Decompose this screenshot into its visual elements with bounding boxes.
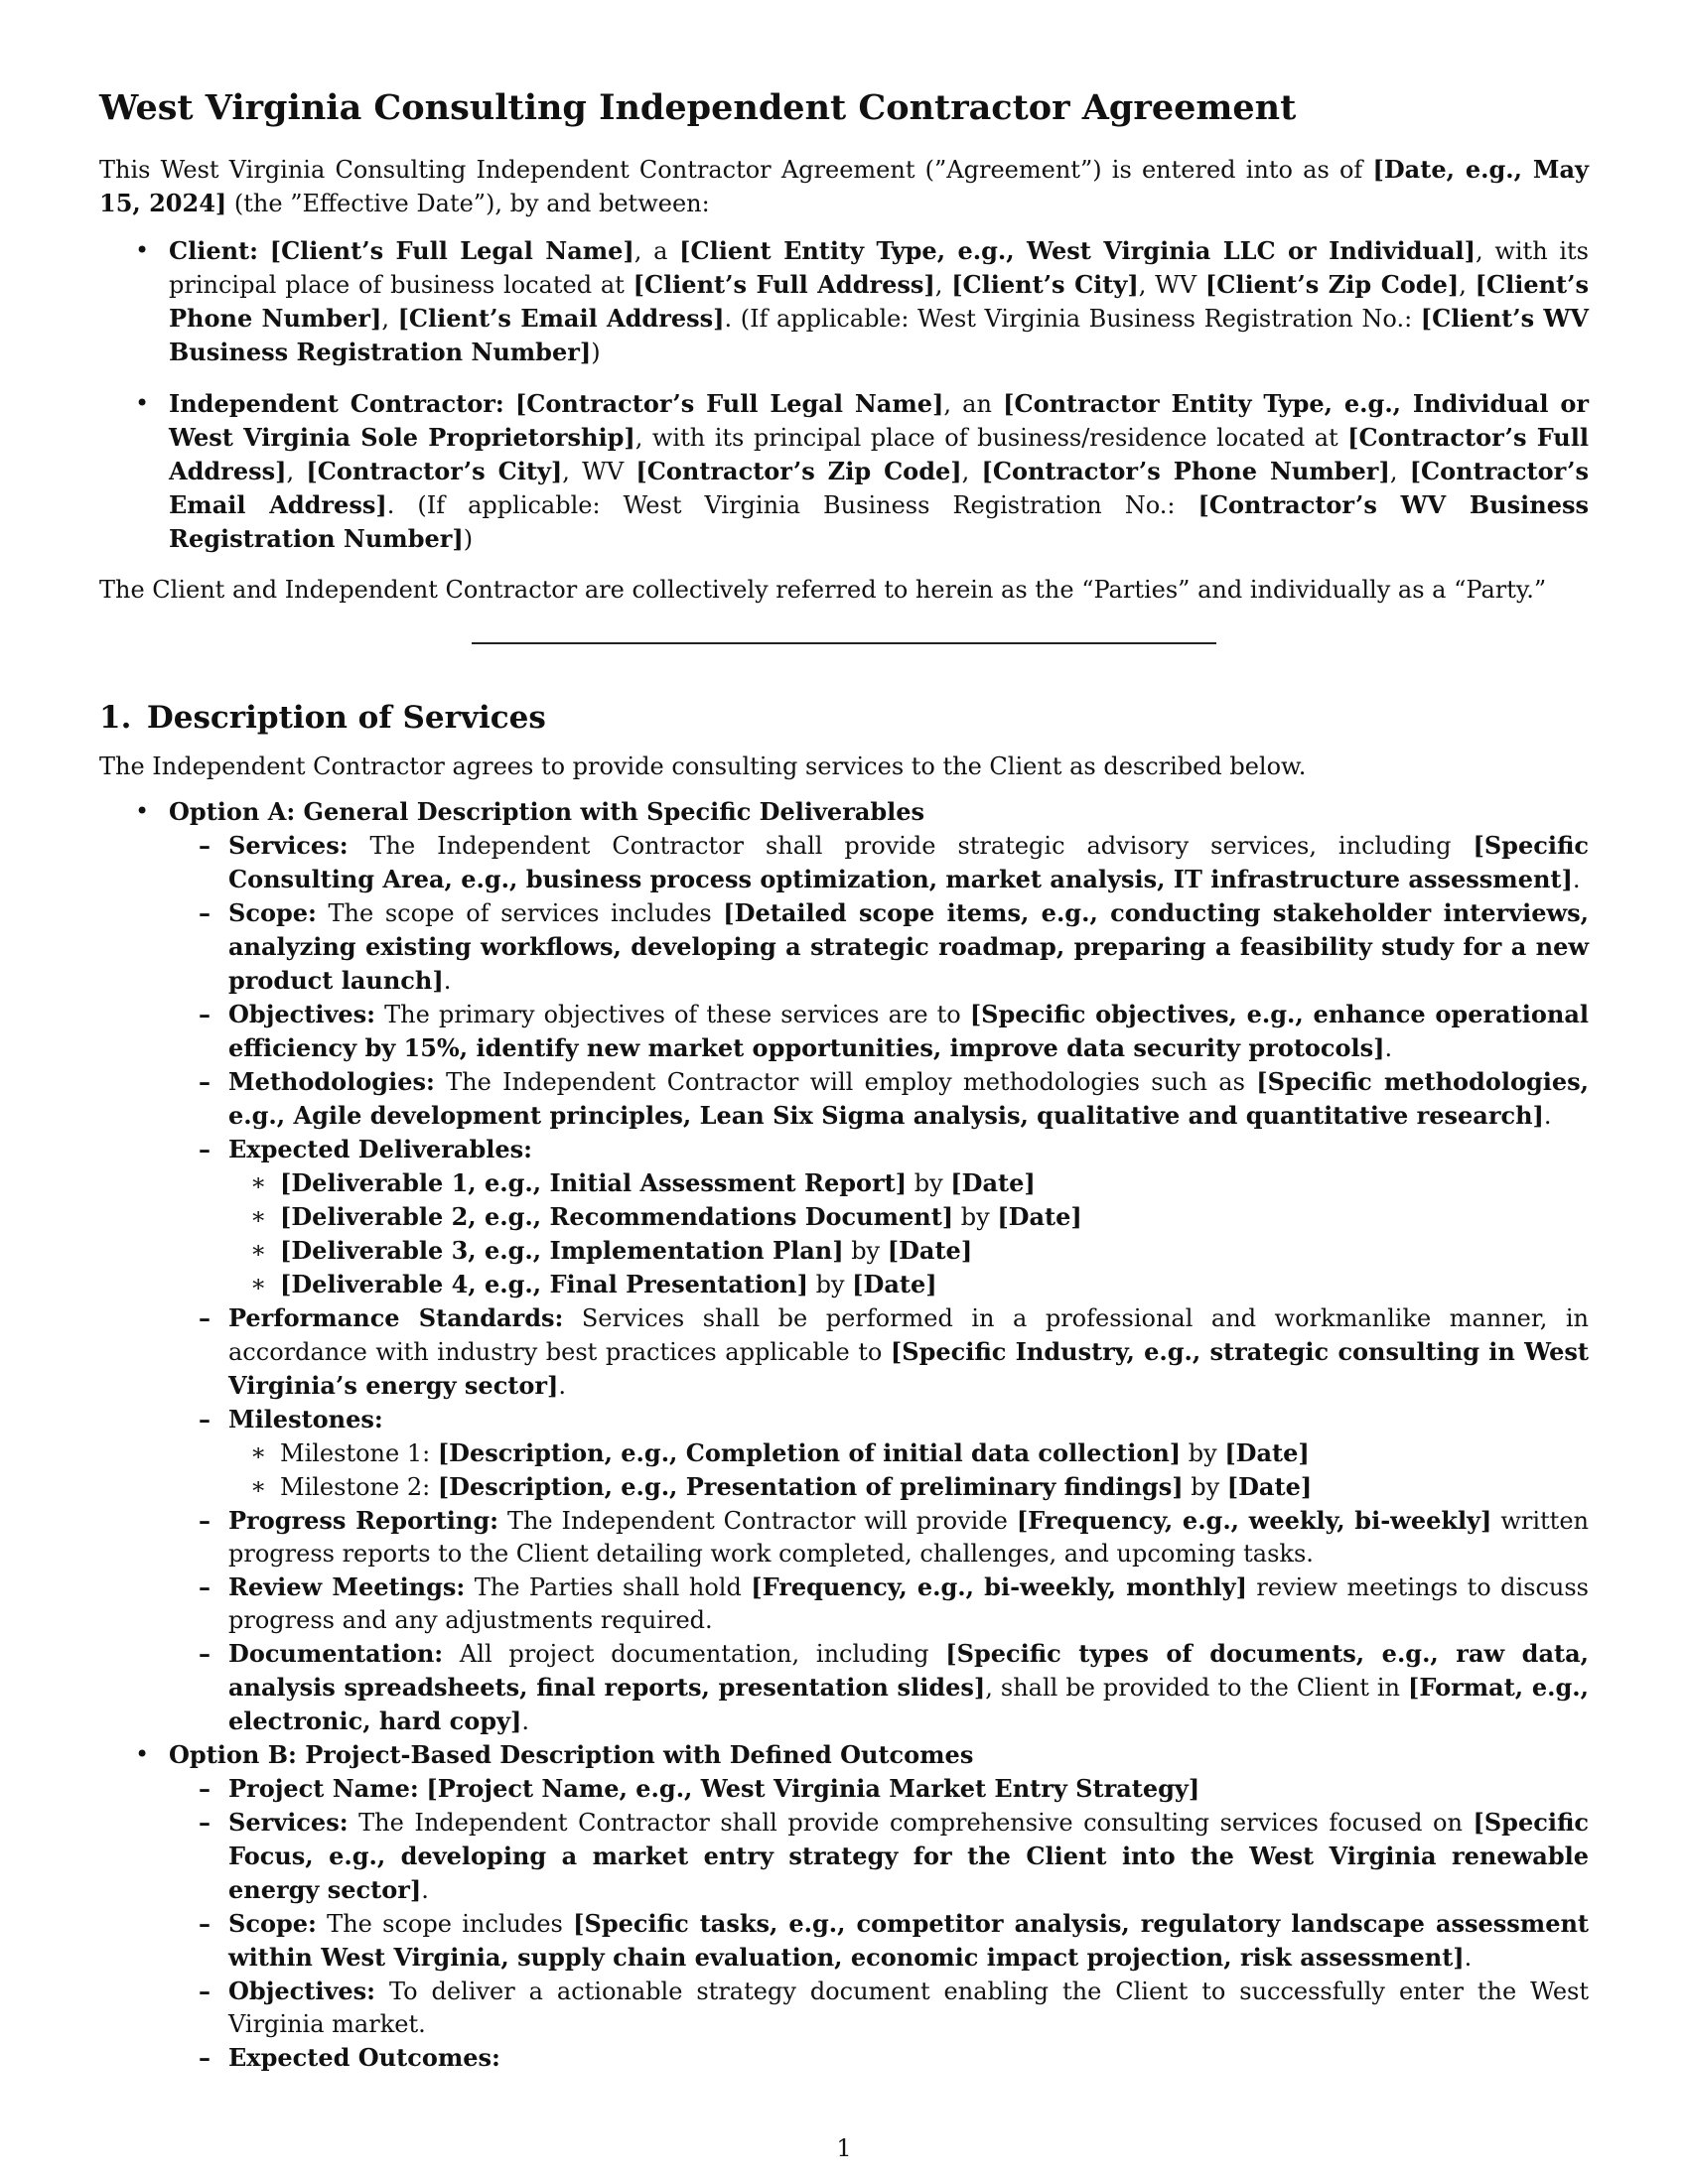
section-1-intro: The Independent Contractor agrees to provide consulting services to the Client as described below. <box>99 752 1307 781</box>
milestone: [Description, e.g., Completion of initial data collection] <box>437 1438 1182 1468</box>
item-label: Methodologies: <box>228 1067 435 1097</box>
option-b-project <box>169 1772 1589 1806</box>
text: . <box>1572 866 1581 894</box>
deliverables-list <box>228 1166 1589 1301</box>
text: , a <box>633 237 680 265</box>
text: . <box>521 1707 530 1736</box>
text: , an <box>943 390 1004 418</box>
text: , <box>381 305 398 333</box>
option-a-progress <box>169 1504 1589 1570</box>
date-placeholder: [Date] <box>1226 1472 1313 1502</box>
placeholder: [Specific tasks, e.g., competitor analysis, regulatory landscape assessment within West Virginia, supply chain evaluation, economic impact projection, risk assessment] <box>228 1909 1590 1973</box>
contractor-phone: [Contractor’s Phone Number] <box>981 457 1390 485</box>
text: Milestone 2: <box>280 1473 438 1502</box>
document-title: West Virginia Consulting Independent Contractor Agreement <box>99 87 1297 128</box>
client-email: [Client’s Email Address] <box>397 304 725 333</box>
item-label: Performance Standards: <box>228 1303 564 1333</box>
contractor-label: Independent Contractor: <box>169 389 504 418</box>
placeholder: [Specific Industry, e.g., strategic consulting in West Virginia’s energy sector] <box>228 1337 1590 1401</box>
text: by <box>953 1203 998 1232</box>
parties-definition: The Client and Independent Contractor are collectively referred to herein as the “Parties” and individually as a “Party.” <box>99 576 1547 604</box>
item-label: Expected Outcomes: <box>228 2043 500 2073</box>
item-label: Milestones: <box>228 1405 383 1434</box>
item-label: Project Name: <box>228 1774 419 1804</box>
intro-text-end: (the ”Effective Date”), by and between: <box>226 190 710 217</box>
client-party <box>99 234 1589 369</box>
placeholder: [Detailed scope items, e.g., conducting stakeholder interviews, analyzing existing workflows, developing a strategic roadmap, preparing a feasibility study for a new product launch] <box>228 898 1590 996</box>
option-b-items <box>169 1772 1589 2075</box>
list-item <box>228 1470 1589 1504</box>
client-label: Client: <box>169 236 258 265</box>
text: , shall be provided to the Client in <box>985 1674 1409 1703</box>
placeholder: [Frequency, e.g., weekly, bi-weekly] <box>1016 1506 1492 1536</box>
item-label: Objectives: <box>228 1000 376 1029</box>
intro-text: This West Virginia Consulting Independent Contractor Agreement (”Agreement”) is entered into as of <box>99 156 1373 184</box>
placeholder: [Specific Focus, e.g., developing a market entry strategy for the Client into the West Virginia renewable energy sector] <box>228 1808 1589 1905</box>
text: . <box>443 967 452 996</box>
text: by <box>807 1271 853 1299</box>
placeholder: [Frequency, e.g., bi-weekly, monthly] <box>751 1572 1247 1602</box>
text: All project documentation, including <box>443 1640 946 1669</box>
text: To deliver a actionable strategy document enabling the Client to successfully enter the West Virginia market. <box>228 1978 1589 2039</box>
option-a-methodologies <box>169 1065 1589 1133</box>
list-item <box>228 1166 1589 1200</box>
milestones-list <box>228 1436 1589 1504</box>
text: ) <box>463 525 474 553</box>
list-item <box>228 1200 1589 1234</box>
client-city: [Client’s City] <box>951 270 1139 299</box>
option-a-deliverables <box>169 1133 1589 1301</box>
option-b-objectives <box>169 1975 1589 2041</box>
text: The scope of services includes <box>316 899 724 928</box>
client-zip: [Client’s Zip Code] <box>1204 270 1460 299</box>
placeholder: [Project Name, e.g., West Virginia Market Entry Strategy] <box>426 1774 1200 1804</box>
contractor-address: [Contractor’s Full Address] <box>169 423 1589 485</box>
text: , <box>961 458 982 485</box>
option-a-review <box>169 1570 1589 1637</box>
text: , <box>1389 458 1410 485</box>
option-a-milestones <box>169 1403 1589 1504</box>
section-divider <box>472 642 1216 644</box>
deliverable: [Deliverable 1, e.g., Initial Assessment Report] <box>280 1168 908 1198</box>
milestone: [Description, e.g., Presentation of preliminary findings] <box>437 1472 1184 1502</box>
contractor-registration: [Contractor’s WV Business Registration Number] <box>169 490 1590 553</box>
option-a-objectives <box>169 998 1589 1065</box>
text: by <box>1183 1473 1227 1502</box>
text: . <box>558 1372 567 1401</box>
placeholder: [Format, e.g., electronic, hard copy] <box>228 1673 1589 1736</box>
item-label: Review Meetings: <box>228 1572 466 1602</box>
item-label: Expected Deliverables: <box>228 1135 533 1164</box>
option-a-label: Option A: General Description with Specific Deliverables <box>169 797 925 827</box>
date-placeholder: [Date] <box>997 1202 1082 1232</box>
option-a <box>99 795 1589 1738</box>
text: Milestone 1: <box>280 1439 438 1468</box>
option-b-outcomes <box>169 2041 1589 2075</box>
option-b <box>99 1738 1589 2075</box>
text: , <box>934 271 952 299</box>
text: . <box>1384 1034 1393 1063</box>
effective-date-placeholder: [Date, e.g., May 15, 2024] <box>99 155 1589 217</box>
text: by <box>907 1169 951 1198</box>
contractor-entity: [Contractor Entity Type, e.g., Individual or West Virginia Sole Proprietorship] <box>169 389 1590 452</box>
text: by <box>1181 1439 1225 1468</box>
contractor-party <box>99 387 1589 556</box>
deliverable: [Deliverable 2, e.g., Recommendations Document] <box>280 1202 954 1232</box>
text: . <box>421 1876 429 1905</box>
client-entity: [Client Entity Type, e.g., West Virginia LLC or Individual] <box>679 236 1476 265</box>
item-label: Services: <box>228 831 349 861</box>
text: . <box>1543 1102 1552 1131</box>
option-b-services <box>169 1806 1589 1907</box>
contractor-city: [Contractor’s City] <box>306 457 563 485</box>
item-label: Objectives: <box>228 1977 376 2006</box>
list-item <box>228 1436 1589 1470</box>
placeholder: [Specific methodologies, e.g., Agile development principles, Lean Six Sigma analysis, qualitative and quantitative research] <box>228 1067 1590 1131</box>
text: review meetings to discuss progress and any adjustments required. <box>228 1573 1590 1635</box>
date-placeholder: [Date] <box>1224 1438 1310 1468</box>
client-phone: [Client’s Phone Number] <box>169 270 1590 333</box>
placeholder: [Specific types of documents, e.g., raw data, analysis spreadsheets, final reports, presentation slides] <box>228 1639 1589 1703</box>
text: . (If applicable: West Virginia Business Registration No.: <box>386 491 1198 519</box>
option-b-scope <box>169 1907 1589 1975</box>
options-list <box>99 795 1589 2075</box>
text: , WV <box>562 458 636 485</box>
intro-paragraph <box>99 153 1589 220</box>
text: The Independent Contractor shall provide comprehensive consulting services focused on <box>348 1809 1474 1838</box>
text: by <box>843 1237 888 1266</box>
option-a-performance <box>169 1301 1589 1403</box>
contractor-zip: [Contractor’s Zip Code] <box>635 457 962 485</box>
option-a-documentation <box>169 1637 1589 1738</box>
date-placeholder: [Date] <box>852 1270 937 1299</box>
placeholder: [Specific Consulting Area, e.g., business process optimization, market analysis, IT infrastructure assessment] <box>228 831 1589 894</box>
list-item <box>228 1234 1589 1268</box>
option-b-label: Option B: Project-Based Description with Defined Outcomes <box>169 1740 974 1770</box>
client-name: [Client’s Full Legal Name] <box>269 236 634 265</box>
page-number: 1 <box>836 2134 852 2162</box>
deliverable: [Deliverable 4, e.g., Final Presentation] <box>280 1270 808 1299</box>
text: The scope includes <box>316 1910 574 1939</box>
text: The Independent Contractor shall provide strategic advisory services, including <box>348 832 1474 861</box>
date-placeholder: [Date] <box>887 1236 973 1266</box>
text: The Independent Contractor will employ methodologies such as <box>434 1068 1257 1097</box>
text: The Parties shall hold <box>465 1573 752 1602</box>
text: , with its principal place of business/residence located at <box>634 424 1348 452</box>
text: written progress reports to the Client detailing work completed, challenges, and upcoming tasks. <box>228 1507 1589 1569</box>
text: ) <box>591 339 601 366</box>
text: , with its principal place of business located at <box>169 237 1589 299</box>
text: , <box>286 458 307 485</box>
contractor-email: [Contractor’s Email Address] <box>169 457 1589 519</box>
text: , WV <box>1138 271 1205 299</box>
text: Services shall be performed in a professional and workmanlike manner, in accordance with industry best practices applicable to <box>228 1304 1589 1367</box>
contractor-name: [Contractor’s Full Legal Name] <box>514 389 944 418</box>
text: . <box>1464 1944 1473 1973</box>
item-label: Documentation: <box>228 1639 444 1669</box>
text: The Independent Contractor will provide <box>498 1507 1017 1536</box>
text: , <box>1459 271 1476 299</box>
text: . (If applicable: West Virginia Business Registration No.: <box>724 305 1421 333</box>
item-label: Scope: <box>228 1909 317 1939</box>
date-placeholder: [Date] <box>950 1168 1036 1198</box>
text: The primary objectives of these services are to <box>375 1001 970 1029</box>
placeholder: [Specific objectives, e.g., enhance operational efficiency by 15%, identify new market opportunities, improve data security protocols] <box>228 1000 1590 1063</box>
section-1-heading: 1. Description of Services <box>99 700 546 736</box>
option-a-scope <box>169 896 1589 998</box>
deliverable: [Deliverable 3, e.g., Implementation Plan] <box>280 1236 844 1266</box>
parties-list <box>99 234 1589 556</box>
document-page <box>99 87 1589 2075</box>
client-address: [Client’s Full Address] <box>633 270 935 299</box>
item-label: Services: <box>228 1808 349 1838</box>
item-label: Progress Reporting: <box>228 1506 499 1536</box>
option-a-services <box>169 829 1589 896</box>
item-label: Scope: <box>228 898 317 928</box>
client-registration: [Client’s WV Business Registration Number] <box>169 304 1589 366</box>
list-item <box>228 1268 1589 1301</box>
option-a-items <box>169 829 1589 1738</box>
